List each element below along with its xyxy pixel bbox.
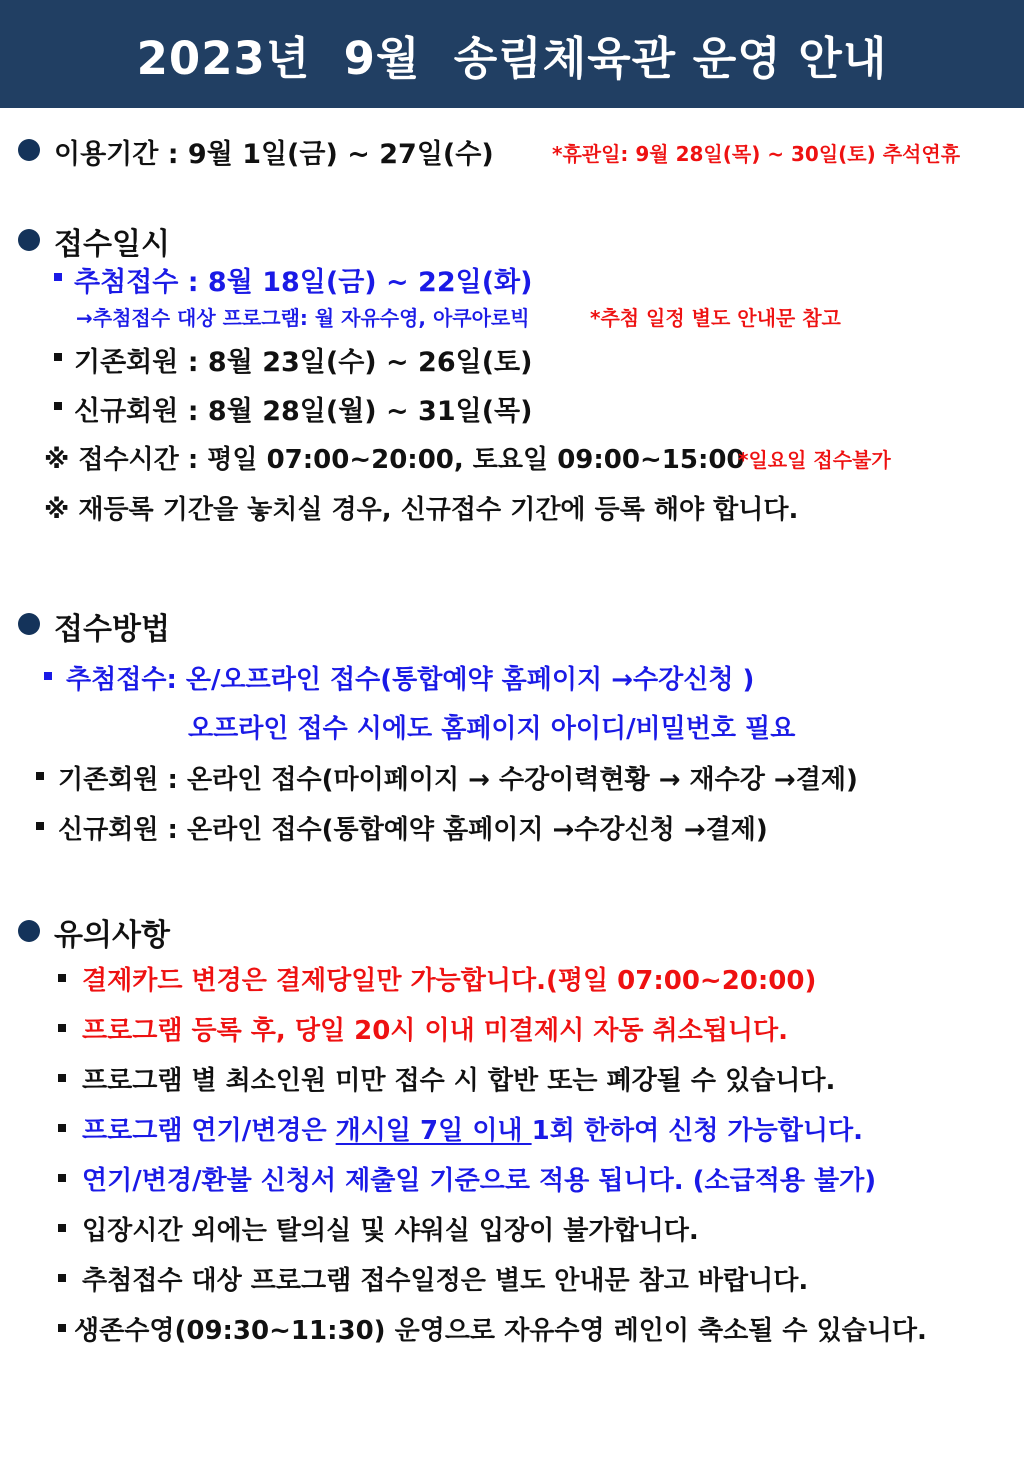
lottery-date: 추첨접수 : 8월 18일(금) ~ 22일(화) — [74, 267, 533, 298]
existing-member-method: 기존회원 : 온라인 접수(마이페이지 → 수강이력현황 → 재수강 →결제) — [58, 765, 858, 795]
section-bullet-icon — [18, 229, 40, 251]
section-bullet-icon — [18, 920, 40, 942]
notes-heading: 유의사항 — [54, 918, 170, 953]
bullet-square-icon — [36, 772, 44, 780]
bullet-square-icon — [44, 672, 52, 680]
existing-member-date: 기존회원 : 8월 23일(수) ~ 26일(토) — [74, 347, 533, 378]
bullet-square-icon — [58, 1174, 66, 1182]
reception-method-heading: 접수방법 — [54, 612, 170, 647]
bullet-square-icon — [58, 1024, 66, 1032]
lottery-method-sub: 오프라인 접수 시에도 홈페이지 아이디/비밀번호 필요 — [188, 714, 796, 744]
new-member-date: 신규회원 : 8월 28일(월) ~ 31일(목) — [74, 396, 533, 427]
lottery-method: 추첨접수: 온/오프라인 접수(통합예약 홈페이지 →수강신청 ) — [66, 665, 755, 695]
bullet-square-icon — [58, 974, 66, 982]
note-postpone-change — [82, 1110, 863, 1147]
note-postpone-text-a: 프로그램 연기/변경은 — [82, 1116, 336, 1146]
bullet-square-icon — [58, 1274, 66, 1282]
reception-hours: ※ 접수시간 : 평일 07:00~20:00, 토요일 09:00~15:00 — [44, 445, 745, 475]
sunday-closed-note: *일요일 접수불가 — [738, 448, 891, 472]
bullet-square-icon — [58, 1224, 66, 1232]
bullet-square-icon — [54, 353, 62, 361]
header-bar — [0, 0, 1024, 108]
bullet-square-icon — [36, 822, 44, 830]
note-postpone-text-underlined: 개시일 7일 이내 — [335, 1116, 532, 1146]
closed-days-note: *휴관일: 9월 28일(목) ~ 30일(토) 추석연휴 — [552, 142, 961, 166]
reregister-note: ※ 재등록 기간을 놓치실 경우, 신규접수 기간에 등록 해야 합니다. — [44, 495, 799, 525]
bullet-square-icon — [54, 273, 62, 281]
note-auto-cancel: 프로그램 등록 후, 당일 20시 이내 미결제시 자동 취소됩니다. — [82, 1016, 789, 1046]
bullet-square-icon — [54, 402, 62, 410]
note-minimum-enrollment: 프로그램 별 최소인원 미만 접수 시 합반 또는 폐강될 수 있습니다. — [82, 1066, 836, 1096]
lottery-schedule-note: *추첨 일정 별도 안내문 참고 — [590, 306, 841, 330]
reception-date-heading: 접수일시 — [54, 227, 170, 262]
note-locker-access: 입장시간 외에는 탈의실 및 샤워실 입장이 불가합니다. — [82, 1216, 699, 1246]
bullet-square-icon — [58, 1124, 66, 1132]
bullet-square-icon — [58, 1074, 66, 1082]
note-survival-swimming: 생존수영(09:30~11:30) 운영으로 자유수영 레인이 축소될 수 있습니다. — [74, 1316, 927, 1346]
section-bullet-icon — [18, 139, 40, 161]
note-card-change: 결제카드 변경은 결제당일만 가능합니다.(평일 07:00~20:00) — [82, 966, 817, 996]
section-bullet-icon — [18, 613, 40, 635]
new-member-method: 신규회원 : 온라인 접수(통합예약 홈페이지 →수강신청 →결제) — [58, 815, 768, 845]
note-lottery-schedule: 추첨접수 대상 프로그램 접수일정은 별도 안내문 참고 바랍니다. — [82, 1266, 809, 1296]
page-title: 2023년 9월 송림체육관 운영 안내 — [136, 31, 888, 85]
lottery-target-programs: →추첨접수 대상 프로그램: 월 자유수영, 아쿠아로빅 — [76, 306, 530, 330]
period-label: 이용기간 : 9월 1일(금) ~ 27일(수) — [54, 139, 494, 170]
note-postpone-text-c: 1회 한하여 신청 가능합니다. — [531, 1116, 864, 1146]
bullet-square-icon — [58, 1324, 66, 1332]
note-application-date: 연기/변경/환불 신청서 제출일 기준으로 적용 됩니다. (소급적용 불가) — [82, 1166, 877, 1196]
